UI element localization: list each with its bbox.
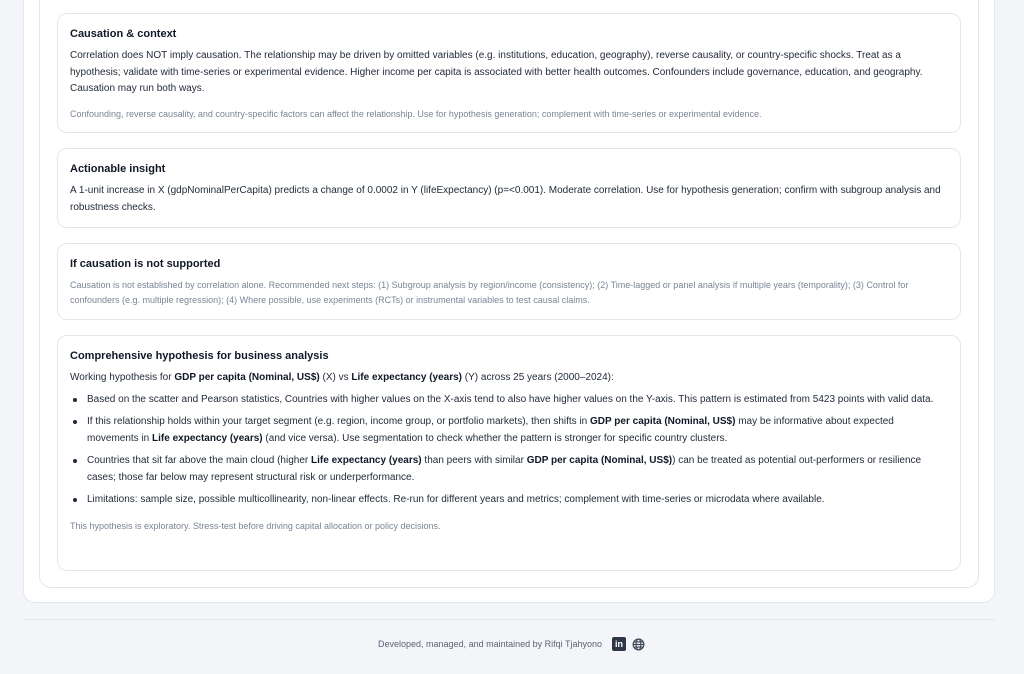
hypothesis-bullet-1: Based on the scatter and Pearson statistics, Countries with higher values on the X-axis tend to also have higher values on the Y-axis. This pattern is estimated from 5423 points with valid data. <box>70 391 948 408</box>
causation-note: Confounding, reverse causality, and country-specific factors can affect the relationship. Use for hypothesis generation; complement with time-series or experimental evidence. <box>70 108 762 119</box>
footer <box>0 637 1024 651</box>
insight-body: A 1-unit increase in X (gdpNominalPerCapita) predicts a change of 0.0002 in Y (lifeExpectancy) (p=<0.001). Moderate correlation. Use for hypothesis generation; confirm with subgroup analysis and robustness checks. <box>70 185 941 213</box>
hypothesis-bullet-4: Limitations: sample size, possible multicollinearity, non-linear effects. Re-run for different years and metrics; complement with time-series or microdata where available. <box>70 491 948 508</box>
x-metric-label: GDP per capita (Nominal, US$) <box>526 454 673 466</box>
insight-title: Actionable insight <box>70 163 166 175</box>
y-metric-label: Life expectancy (years) <box>311 454 422 466</box>
intro-text: (X) vs <box>319 372 352 383</box>
causation-title: Causation & context <box>70 28 177 40</box>
hypothesis-title: Comprehensive hypothesis for business analysis <box>70 350 329 362</box>
not-supported-title: If causation is not supported <box>70 258 221 270</box>
causation-context-section <box>57 13 961 133</box>
bullet-text: ) can be treated as potential out-performers or resilience cases; those far below may represent structural risk or underperformance. <box>87 454 922 483</box>
hypothesis-note: This hypothesis is exploratory. Stress-test before driving capital allocation or policy decisions. <box>70 520 441 531</box>
linkedin-icon[interactable]: in <box>612 637 626 651</box>
x-metric-label: GDP per capita (Nominal, US$) <box>590 415 736 427</box>
footer-divider <box>23 619 995 620</box>
y-metric-label: Life expectancy (years) <box>152 432 263 444</box>
actionable-insight-section <box>57 148 961 228</box>
bullet-text: may be informative about expected movements in <box>87 415 894 444</box>
x-metric-label: GDP per capita (Nominal, US$) <box>174 372 320 383</box>
hypothesis-intro <box>70 370 948 387</box>
bullet-text: If this relationship holds within your target segment (e.g. region, income group, or portfolio markets), then shifts in <box>87 415 591 427</box>
bullet-text: Countries that sit far above the main cloud (higher <box>87 454 312 466</box>
causation-body: Correlation does NOT imply causation. The relationship may be driven by omitted variables (e.g. institutions, education, geography), reverse causality, or country-specific shocks. Treat as a hypothesis; validate with time-series or experimental evidence. Higher income per capita is associated with better health outcomes. Confounders include governance, education, and geography. Causation may run both ways. <box>70 50 923 94</box>
intro-text: (Y) across 25 years (2000–2024): <box>462 372 614 383</box>
causation-not-supported-section <box>57 243 961 320</box>
bullet-text: than peers with similar <box>421 454 527 466</box>
bullet-text: (and vice versa). Use segmentation to check whether the pattern is stronger for specific country clusters. <box>262 432 728 444</box>
footer-credit: Developed, managed, and maintained by Rifqi Tjahyono <box>378 639 602 649</box>
intro-text: Working hypothesis for <box>70 372 175 383</box>
y-metric-label: Life expectancy (years) <box>351 372 463 383</box>
globe-icon[interactable] <box>632 637 646 651</box>
not-supported-body: Causation is not established by correlation alone. Recommended next steps: (1) Subgroup analysis by region/income (consistency); (2) Time-lagged or panel analysis if multiple years (temporality); (3) Control for confounders (e.g. multiple regression); (4) Where possible, use experiments (RCTs) or instrumental variables to test causal claims. <box>70 280 909 305</box>
hypothesis-bullet-2 <box>70 413 948 447</box>
hypothesis-section <box>57 335 961 571</box>
hypothesis-bullet-3 <box>70 452 948 486</box>
hypothesis-bullets <box>70 391 948 508</box>
